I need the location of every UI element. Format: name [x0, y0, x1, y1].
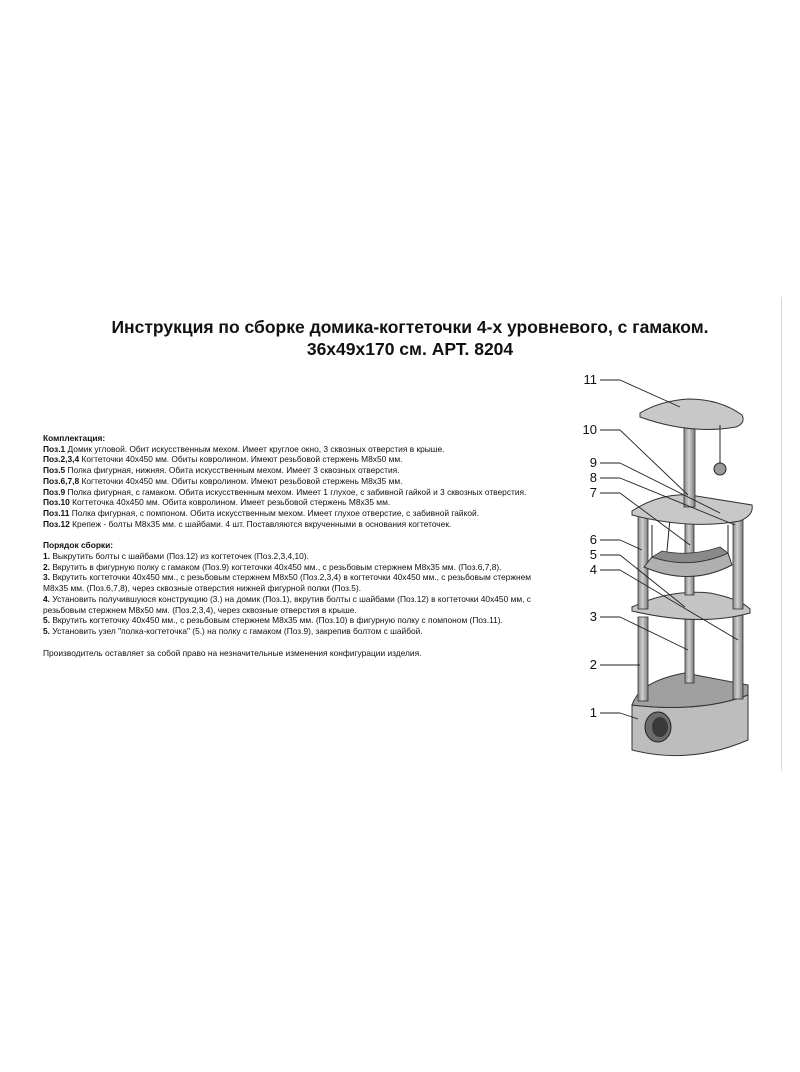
kit-heading: Комплектация:: [43, 433, 106, 443]
page-title: [60, 316, 760, 360]
callout-6: 6: [589, 532, 597, 547]
callout-9: 9: [589, 455, 597, 470]
post-10: [684, 417, 695, 507]
callout-11: 11: [583, 372, 597, 387]
pompom: [714, 463, 726, 475]
callout-7: 7: [589, 485, 597, 500]
kit-item: Поз.9 Полка фигурная, с гамаком. Обита искусственным мехом. Имеет 1 глухое, с забивной гайкой и 3 сквозных отверстия.: [43, 486, 527, 497]
title-line-2: 36x49x170 см. АРТ. 8204: [306, 339, 514, 359]
assembly-heading: Порядок сборки:: [43, 540, 114, 551]
kit-item: Поз.1 Домик угловой. Обит искусственным мехом. Имеет круглое окно, 3 сквозных отверстия в крыше.: [43, 443, 445, 454]
post-4: [733, 615, 743, 699]
assembly-step: 5. Установить узел "полка-когтеточка" (5.) на полку с гамаком (Поз.9), закрепив болтом с шайбой.: [43, 625, 423, 636]
kit-item: Поз.2,3,4 Когтеточки 40x450 мм. Обиты ковролином. Имеют резьбовой стержень M8x50 мм.: [43, 454, 403, 465]
kit-item: Поз.10 Когтеточка 40x450 мм. Обита ковролином. Имеет резьбовой стержень M8x35 мм.: [43, 497, 391, 508]
disclaimer: Производитель оставляет за собой право на незначительные изменения конфигурации изделия.: [43, 647, 422, 658]
assembly-step: 4. Установить получившуюся конструкцию (3.) на домик (Поз.1), вкрутив болты с шайбами (Поз.12) в когтеточки 40x450 мм, с резьбовым стержнем M8x50 мм. (Поз.2,3,4), через сквозные отверстия в крыше.: [43, 593, 531, 615]
corner-house: [632, 673, 748, 756]
title-line-1: Инструкция по сборке домика-когтеточки 4-х уровневого, с гамаком.: [111, 317, 709, 337]
assembly-step: 5. Вкрутить когтеточку 40x450 мм., с резьбовым стержнем M8x35 мм. (Поз.10) в фигурную полку с помпоном (Поз.11).: [43, 615, 503, 626]
callout-10: 10: [582, 422, 597, 437]
post-6: [638, 513, 648, 609]
callout-1: 1: [589, 705, 597, 720]
callout-2: 2: [589, 657, 597, 672]
callout-5: 5: [589, 547, 597, 562]
callout-4: 4: [589, 562, 597, 577]
instructions-text: [43, 433, 553, 658]
kit-item: Поз.11 Полка фигурная, с помпоном. Обита искусственным мехом. Имеет глухое отверстие, с забивной гайкой.: [43, 507, 480, 518]
assembly-step: 1. Выкрутить болты с шайбами (Поз.12) из когтеточек (Поз.2,3,4,10).: [43, 551, 309, 562]
lower-shelf: [632, 592, 750, 619]
kit-item: Поз.12 Крепеж - болты M8x35 мм. с шайбами. 4 шт. Поставляются вкрученными в основания когтеточек.: [43, 518, 452, 529]
post-8: [733, 511, 743, 609]
assembly-step: 2. Вкрутить в фигурную полку с гамаком (Поз.9) когтеточки 40x450 мм., с резьбовым стержнем M8x35 мм. (Поз.6,7,8).: [43, 561, 502, 572]
kit-item: Поз.5 Полка фигурная, нижняя. Обита искусственным мехом. Имеет 3 сквозных отверстия.: [43, 465, 400, 476]
kit-item: Поз.6,7,8 Когтеточки 40x450 мм. Обиты ковролином. Имеют резьбовой стержень M8x35 мм.: [43, 475, 403, 486]
assembly-step: 3. Вкрутить когтеточки 40x450 мм., с резьбовым стержнем M8x50 (Поз.2,3,4) в когтеточки 40x450 мм., с резьбовым стержнем M8x35 мм. (Поз.6,7,8), через сквозные отверстия нижней фигурной полки (Поз.5).: [43, 572, 531, 594]
top-shelf: [640, 399, 743, 429]
callout-3: 3: [589, 609, 597, 624]
callout-8: 8: [589, 470, 597, 485]
cat-tree-drawing: [570, 365, 790, 775]
